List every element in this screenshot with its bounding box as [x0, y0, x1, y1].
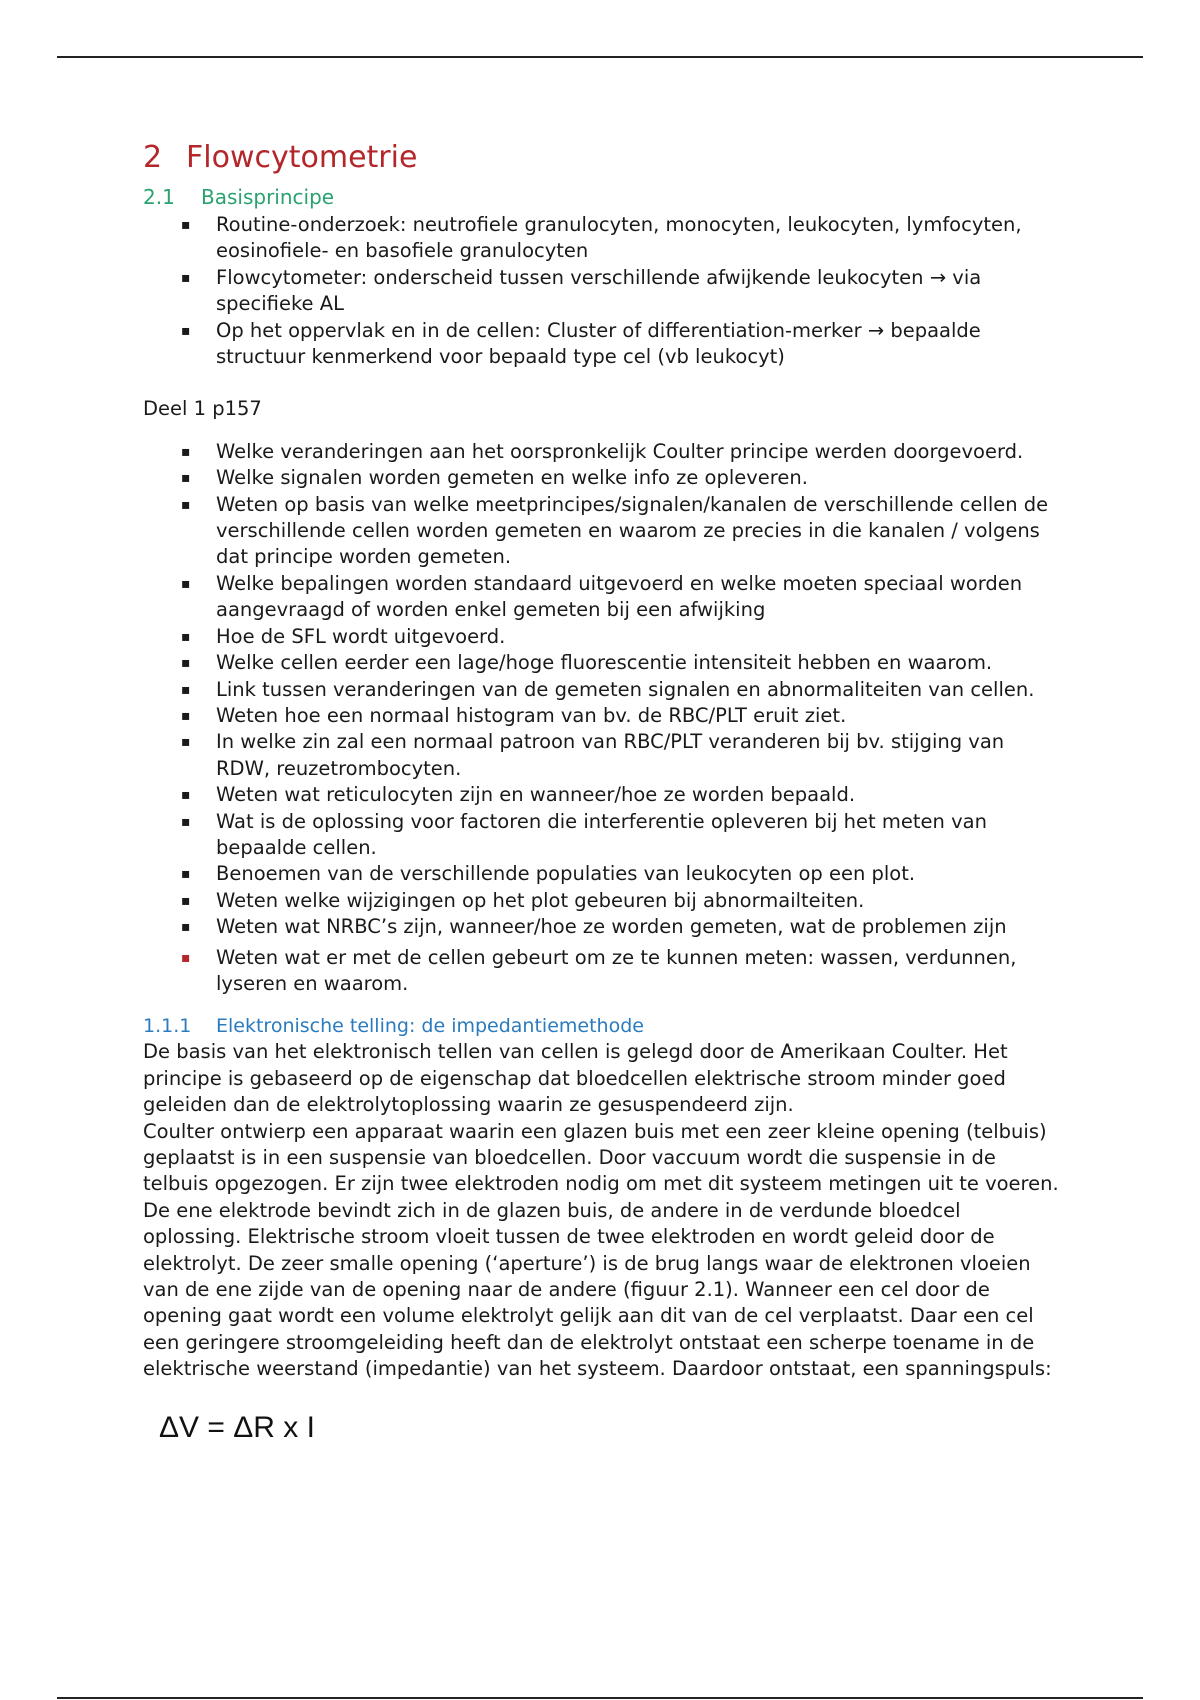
list-item: ▪ Benoemen van de verschillende populaties van leukocyten op een plot. [143, 861, 1063, 887]
footer-rule [57, 1697, 1143, 1699]
subsection-heading [143, 1013, 1063, 1039]
bullet-icon: ▪ [181, 734, 191, 751]
section-number: 2.1 [143, 185, 175, 209]
list-item: ▪ In welke zin zal een normaal patroon van RBC/PLT veranderen bij bv. stijging van RDW, reuzetrombocyten. [181, 730, 1005, 780]
subsection-number: 1.1.1 [143, 1015, 192, 1038]
list-item: ▪ Wat is de oplossing voor factoren die interferentie opleveren bij het meten van bepaalde cellen. [181, 809, 987, 859]
list-item: ▪ Weten hoe een normaal histogram van bv. de RBC/PLT eruit ziet. [143, 703, 1063, 729]
bullet-icon: ▪ [181, 322, 191, 339]
list-item: ▪ Welke signalen worden gemeten en welke info ze opleveren. [143, 465, 1063, 491]
formula: ΔV = ΔR x I [159, 1410, 315, 1444]
bullet-icon: ▪ [181, 496, 191, 513]
subsection-title: Elektronische telling: de impedantiemethode [216, 1015, 644, 1038]
bullet-icon: ▪ [181, 949, 191, 966]
bullet-icon: ▪ [181, 787, 191, 804]
bullet-icon: ▪ [181, 681, 191, 698]
list-item: ▪ Weten wat reticulocyten zijn en wanneer/hoe ze worden bepaald. [143, 782, 1063, 808]
list-item: ▪ Weten op basis van welke meetprincipes/signalen/kanalen de verschillende cellen de verschillende cellen worden gemeten en waarom ze precies in die kanalen / volgens dat principe worden gemeten. [181, 492, 1049, 569]
bullet-icon: ▪ [181, 575, 191, 592]
bullet-icon: ▪ [181, 470, 191, 487]
bullet-icon: ▪ [181, 813, 191, 830]
study-bullet-list [143, 439, 1063, 998]
list-item: ▪ Welke cellen eerder een lage/hoge fluorescentie intensiteit hebben en waarom. [143, 650, 1063, 676]
list-item: ▪ Weten wat er met de cellen gebeurt om ze te kunnen meten: wassen, verdunnen, lyseren en waarom. [181, 945, 1017, 995]
reference-note: Deel 1 p157 [143, 397, 262, 421]
list-item: ▪ Welke veranderingen aan het oorspronkelijk Coulter principe werden doorgevoerd. [143, 439, 1063, 465]
intro-bullet-list [143, 212, 1063, 370]
list-item: ▪ Weten wat NRBC’s zijn, wanneer/hoe ze worden gemeten, wat de problemen zijn [143, 914, 1063, 940]
bullet-icon: ▪ [181, 892, 191, 909]
bullet-icon: ▪ [181, 217, 191, 233]
list-item: ▪ Welke bepalingen worden standaard uitgevoerd en welke moeten speciaal worden aangevraagd of worden enkel gemeten bij een afwijking [181, 571, 1023, 622]
bullet-icon: ▪ [181, 269, 191, 286]
list-item: ▪ Op het oppervlak en in de cellen: Cluster of differentiation-merker → bepaalde structuur kenmerkend voor bepaald type cel (vb leukocyt) [181, 318, 981, 369]
list-item: ▪ Link tussen veranderingen van de gemeten signalen en abnormaliteiten van cellen. [143, 677, 1063, 703]
chapter-number: 2 [143, 140, 163, 175]
chapter-heading [143, 140, 1063, 176]
section-heading [143, 184, 1063, 210]
section-title: Basisprincipe [201, 185, 335, 209]
page-content [143, 140, 1063, 1445]
bullet-icon: ▪ [181, 866, 191, 883]
bullet-icon: ▪ [181, 707, 191, 724]
chapter-title: Flowcytometrie [186, 140, 418, 175]
bullet-icon: ▪ [181, 628, 191, 645]
header-rule [57, 56, 1143, 58]
body-paragraph: Coulter ontwierp een apparaat waarin een glazen buis met een zeer kleine opening (telbuis) geplaatst is in een suspensie van bloedcellen. Door vaccuum wordt die suspensie in de telbuis opgezogen. Er zijn twee elektroden nodig om met dit systeem metingen uit te voeren. De ene elektrode bevindt zich in de glazen buis, de andere in de verdunde bloedcel oplossing. Elektrische stroom vloeit tussen de twee elektroden en wordt geleid door de elektrolyt. De zeer smalle opening (‘aperture’) is de brug langs waar de elektronen vloeien van de ene zijde van de opening naar de andere (figuur 2.1). Wanneer een cel door de opening gaat wordt een volume elektrolyt gelijk aan dit van de cel verplaatst. Daar een cel een geringere stroomgeleiding heeft dan de elektrolyt ontstaat een scherpe toename in de elektrische weerstand (impedantie) van het systeem. Daardoor ontstaat, een spanningspuls: [143, 1119, 1059, 1381]
list-item: ▪ Flowcytometer: onderscheid tussen verschillende afwijkende leukocyten → via specifieke AL [181, 265, 982, 316]
list-item: ▪ Weten welke wijzigingen op het plot gebeuren bij abnormailteiten. [143, 888, 1063, 914]
list-item: ▪ Routine-onderzoek: neutrofiele granulocyten, monocyten, leukocyten, lymfocyten, eosinofiele- en basofiele granulocyten [181, 213, 1022, 263]
body-paragraph: De basis van het elektronisch tellen van cellen is gelegd door de Amerikaan Coulter. Het principe is gebaseerd op de eigenschap dat bloedcellen elektrische stroom minder goed geleiden dan de elektrolytoplossing waarin ze gesuspendeerd zijn. [143, 1040, 1008, 1117]
bullet-icon: ▪ [181, 443, 191, 460]
list-item: ▪ Hoe de SFL wordt uitgevoerd. [143, 624, 1063, 650]
bullet-icon: ▪ [181, 655, 191, 672]
bullet-icon: ▪ [181, 919, 191, 936]
